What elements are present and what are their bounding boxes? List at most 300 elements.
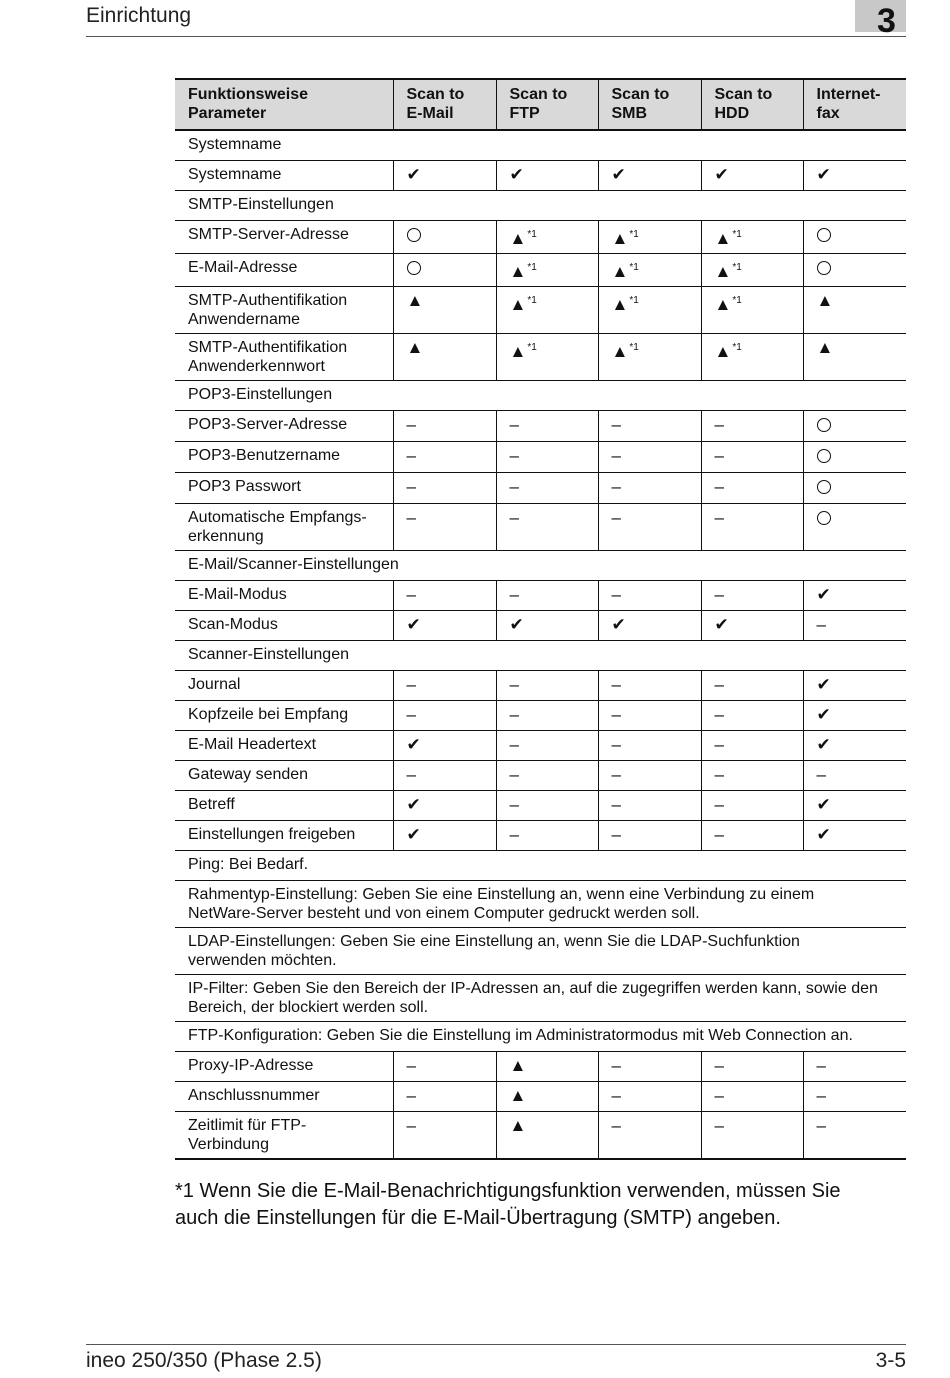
support-cell xyxy=(701,761,803,791)
parameter-label-line: Systemname xyxy=(188,166,282,183)
support-cell xyxy=(598,287,701,334)
dash-icon xyxy=(510,675,519,694)
support-cell xyxy=(803,611,906,641)
parameter-label-line: Anwenderkennwort xyxy=(188,358,325,375)
footnote-line: *1 Wenn Sie die E-Mail-Benachrichtigungsfunktion verwenden, müssen Sie xyxy=(175,1180,841,1202)
parameter-label xyxy=(175,287,393,334)
checkmark-icon xyxy=(612,615,626,634)
page-header-title: Einrichtung xyxy=(86,4,192,27)
triangle-icon xyxy=(510,1116,527,1135)
support-cell xyxy=(598,821,701,851)
dash-icon xyxy=(715,1056,724,1075)
parameter-label xyxy=(175,671,393,701)
table-row xyxy=(175,442,906,473)
parameter-label xyxy=(175,334,393,381)
section-label-text: SMTP-Einstellungen xyxy=(188,196,334,213)
column-header-line: SMB xyxy=(611,105,648,122)
footnote-reference: *1 xyxy=(527,342,537,353)
dash-icon xyxy=(407,1086,416,1105)
parameter-label xyxy=(175,1052,393,1082)
footnote-reference: *1 xyxy=(527,229,537,240)
support-cell xyxy=(393,1112,496,1160)
parameter-label-line: E-Mail-Adresse xyxy=(188,259,298,276)
support-cell xyxy=(393,442,496,473)
footnote-reference: *1 xyxy=(629,262,639,273)
dash-icon xyxy=(817,765,826,784)
checkmark-icon xyxy=(715,165,729,184)
note-text xyxy=(175,881,906,928)
support-cell xyxy=(701,504,803,551)
note-line: Rahmentyp-Einstellung: Geben Sie eine Einstellung an, wenn eine Verbindung zu einem xyxy=(188,886,815,903)
table-row xyxy=(175,161,906,191)
triangle-glyph: ▲ xyxy=(714,262,732,281)
dash-glyph: – xyxy=(406,415,416,434)
column-header-scan-to-hdd xyxy=(701,79,803,130)
triangle-icon xyxy=(612,342,639,361)
parameter-label xyxy=(175,701,393,731)
footnote-reference: *1 xyxy=(629,295,639,306)
triangle-glyph: ▲ xyxy=(714,229,732,248)
dash-icon xyxy=(612,477,621,496)
triangle-glyph: ▲ xyxy=(509,229,527,248)
dash-glyph: – xyxy=(611,765,621,784)
table-row xyxy=(175,731,906,761)
dash-glyph: – xyxy=(714,1086,724,1105)
footnote-reference: *1 xyxy=(732,262,742,273)
triangle-glyph: ▲ xyxy=(816,338,834,357)
support-cell xyxy=(496,161,598,191)
support-cell xyxy=(598,161,701,191)
triangle-icon xyxy=(407,291,424,310)
checkmark-glyph: ✔ xyxy=(406,795,421,814)
triangle-icon xyxy=(817,291,834,310)
dash-icon xyxy=(612,735,621,754)
support-cell xyxy=(701,411,803,442)
triangle-glyph: ▲ xyxy=(406,338,424,357)
parameter-label-line: Betreff xyxy=(188,796,235,813)
triangle-glyph: ▲ xyxy=(509,342,527,361)
table-row xyxy=(175,504,906,551)
checkmark-glyph: ✔ xyxy=(816,165,831,184)
support-cell xyxy=(496,442,598,473)
note-row xyxy=(175,1022,906,1052)
checkmark-glyph: ✔ xyxy=(406,615,421,634)
support-cell xyxy=(496,581,598,611)
support-cell xyxy=(803,411,906,442)
triangle-icon xyxy=(715,229,742,248)
support-cell xyxy=(803,791,906,821)
support-cell xyxy=(496,761,598,791)
triangle-icon xyxy=(715,342,742,361)
footnote-reference: *1 xyxy=(732,295,742,306)
dash-icon xyxy=(510,705,519,724)
dash-icon xyxy=(715,446,724,465)
parameter-label-line: Anschlussnummer xyxy=(188,1087,320,1104)
dash-glyph: – xyxy=(611,705,621,724)
triangle-icon xyxy=(817,338,834,357)
support-cell xyxy=(598,1052,701,1082)
table-row xyxy=(175,411,906,442)
dash-glyph: – xyxy=(611,415,621,434)
checkmark-icon xyxy=(407,165,421,184)
checkmark-glyph: ✔ xyxy=(816,735,831,754)
footnote xyxy=(175,1178,915,1232)
circle-icon xyxy=(407,260,421,279)
dash-icon xyxy=(715,477,724,496)
checkmark-glyph: ✔ xyxy=(816,825,831,844)
header-divider xyxy=(86,36,906,37)
checkmark-icon xyxy=(817,735,831,754)
support-cell xyxy=(393,731,496,761)
section-label-text: Scanner-Einstellungen xyxy=(188,646,349,663)
support-cell xyxy=(701,221,803,254)
column-header-line: Parameter xyxy=(188,105,267,122)
dash-icon xyxy=(612,1056,621,1075)
checkmark-icon xyxy=(612,165,626,184)
dash-glyph: – xyxy=(714,765,724,784)
triangle-icon xyxy=(407,338,424,357)
table-row xyxy=(175,1052,906,1082)
dash-icon xyxy=(612,765,621,784)
triangle-icon xyxy=(510,1056,527,1075)
checkmark-glyph: ✔ xyxy=(406,165,421,184)
footnote-reference: *1 xyxy=(527,295,537,306)
support-cell xyxy=(393,1052,496,1082)
dash-icon xyxy=(612,585,621,604)
dash-glyph: – xyxy=(406,765,416,784)
dash-icon xyxy=(510,735,519,754)
support-cell xyxy=(803,761,906,791)
dash-icon xyxy=(612,675,621,694)
section-label xyxy=(175,551,906,581)
triangle-icon xyxy=(510,295,537,314)
checkmark-icon xyxy=(715,615,729,634)
support-cell xyxy=(701,821,803,851)
checkmark-icon xyxy=(817,825,831,844)
support-cell xyxy=(803,473,906,504)
dash-glyph: – xyxy=(714,795,724,814)
support-cell xyxy=(393,334,496,381)
dash-icon xyxy=(510,765,519,784)
circle-icon xyxy=(407,227,421,246)
support-cell xyxy=(393,161,496,191)
table-row xyxy=(175,581,906,611)
dash-glyph: – xyxy=(611,825,621,844)
support-cell xyxy=(496,334,598,381)
dash-icon xyxy=(715,1116,724,1135)
support-cell xyxy=(803,1112,906,1160)
triangle-glyph: ▲ xyxy=(406,291,424,310)
dash-glyph: – xyxy=(611,1086,621,1105)
parameter-label-line: Zeitlimit für FTP- xyxy=(188,1117,307,1134)
support-cell xyxy=(701,161,803,191)
support-cell xyxy=(598,254,701,287)
support-cell xyxy=(803,1052,906,1082)
support-cell xyxy=(701,1052,803,1082)
dash-glyph: – xyxy=(406,1116,416,1135)
section-label-text: E-Mail/Scanner-Einstellungen xyxy=(188,556,399,573)
dash-icon xyxy=(407,415,416,434)
checkmark-glyph: ✔ xyxy=(509,165,524,184)
table-row xyxy=(175,821,906,851)
support-cell xyxy=(803,161,906,191)
parameter-label xyxy=(175,1082,393,1112)
section-label-text: Systemname xyxy=(188,136,282,153)
dash-glyph: – xyxy=(406,477,416,496)
dash-icon xyxy=(715,415,724,434)
section-label xyxy=(175,191,906,221)
dash-icon xyxy=(817,1056,826,1075)
dash-icon xyxy=(510,477,519,496)
column-header-line: HDD xyxy=(714,105,750,122)
support-cell xyxy=(701,791,803,821)
dash-glyph: – xyxy=(509,705,519,724)
checkmark-icon xyxy=(407,825,421,844)
dash-icon xyxy=(715,795,724,814)
support-cell xyxy=(496,821,598,851)
triangle-glyph: ▲ xyxy=(816,291,834,310)
circle-icon xyxy=(817,449,831,463)
checkmark-glyph: ✔ xyxy=(816,795,831,814)
parameter-label xyxy=(175,473,393,504)
dash-glyph: – xyxy=(509,675,519,694)
checkmark-icon xyxy=(510,165,524,184)
checkmark-icon xyxy=(407,795,421,814)
section-row xyxy=(175,191,906,221)
dash-glyph: – xyxy=(611,508,621,527)
support-cell xyxy=(496,791,598,821)
dash-icon xyxy=(407,585,416,604)
chapter-number: 3 xyxy=(877,2,896,40)
circle-icon xyxy=(817,480,831,494)
checkmark-icon xyxy=(817,795,831,814)
support-cell xyxy=(393,791,496,821)
column-header-line: Scan to xyxy=(611,86,670,103)
checkmark-icon xyxy=(407,615,421,634)
table-row xyxy=(175,671,906,701)
support-cell xyxy=(496,701,598,731)
checkmark-icon xyxy=(407,735,421,754)
note-text xyxy=(175,928,906,975)
table-row xyxy=(175,1112,906,1160)
triangle-icon xyxy=(510,229,537,248)
dash-glyph: – xyxy=(816,615,826,634)
note-line: LDAP-Einstellungen: Geben Sie eine Einstellung an, wenn Sie die LDAP-Suchfunktion xyxy=(188,933,800,950)
dash-icon xyxy=(715,508,724,527)
parameter-label-line: POP3 Passwort xyxy=(188,478,301,495)
note-line: NetWare-Server besteht und von einem Computer gedruckt werden soll. xyxy=(188,905,700,922)
support-cell xyxy=(701,1112,803,1160)
support-cell xyxy=(701,254,803,287)
support-cell xyxy=(598,1112,701,1160)
parameter-label xyxy=(175,221,393,254)
column-header-line: E-Mail xyxy=(406,105,454,122)
note-row xyxy=(175,851,906,881)
parameter-label xyxy=(175,761,393,791)
checkmark-glyph: ✔ xyxy=(611,165,626,184)
column-header-line: Scan to xyxy=(509,86,568,103)
note-line: IP-Filter: Geben Sie den Bereich der IP-Adressen an, auf die zugegriffen werden kann, sowie den xyxy=(188,980,878,997)
triangle-glyph: ▲ xyxy=(509,1086,527,1105)
parameter-label-line: E-Mail-Modus xyxy=(188,586,287,603)
footnote-line: auch die Einstellungen für die E-Mail-Übertragung (SMTP) angeben. xyxy=(175,1207,781,1229)
triangle-glyph: ▲ xyxy=(509,1056,527,1075)
parameter-label xyxy=(175,254,393,287)
parameter-label xyxy=(175,504,393,551)
support-cell xyxy=(598,701,701,731)
footnote-reference: *1 xyxy=(732,229,742,240)
parameter-label xyxy=(175,581,393,611)
support-cell xyxy=(496,221,598,254)
dash-glyph: – xyxy=(611,446,621,465)
checkmark-icon xyxy=(817,165,831,184)
dash-glyph: – xyxy=(406,1056,416,1075)
dash-glyph: – xyxy=(611,675,621,694)
parameter-label xyxy=(175,791,393,821)
parameter-label-line: POP3-Benutzername xyxy=(188,447,341,464)
circle-icon xyxy=(817,228,831,242)
support-cell xyxy=(393,221,496,254)
dash-glyph: – xyxy=(509,508,519,527)
parameter-label-line: Anwendername xyxy=(188,311,301,328)
footer-page-number: 3-5 xyxy=(875,1349,906,1372)
dash-glyph: – xyxy=(611,735,621,754)
dash-glyph: – xyxy=(714,825,724,844)
dash-glyph: – xyxy=(816,1116,826,1135)
dash-glyph: – xyxy=(406,705,416,724)
support-cell xyxy=(598,221,701,254)
table-row xyxy=(175,701,906,731)
table-row xyxy=(175,473,906,504)
support-cell xyxy=(803,701,906,731)
parameter-label-line: Proxy-IP-Adresse xyxy=(188,1057,314,1074)
support-cell xyxy=(701,442,803,473)
support-cell xyxy=(701,581,803,611)
support-cell xyxy=(598,442,701,473)
dash-glyph: – xyxy=(714,1116,724,1135)
circle-icon xyxy=(817,448,831,467)
triangle-glyph: ▲ xyxy=(714,295,732,314)
support-cell xyxy=(701,701,803,731)
circle-icon xyxy=(407,228,421,242)
dash-icon xyxy=(510,585,519,604)
dash-icon xyxy=(407,675,416,694)
dash-icon xyxy=(612,705,621,724)
checkmark-icon xyxy=(817,585,831,604)
support-cell xyxy=(393,287,496,334)
support-cell xyxy=(496,1082,598,1112)
section-row xyxy=(175,641,906,671)
section-row xyxy=(175,551,906,581)
triangle-icon xyxy=(715,262,742,281)
support-cell xyxy=(598,581,701,611)
note-row xyxy=(175,928,906,975)
column-header-line: fax xyxy=(816,105,840,122)
settings-table xyxy=(175,78,906,1160)
section-row xyxy=(175,130,906,161)
parameter-label xyxy=(175,411,393,442)
support-cell xyxy=(803,334,906,381)
support-cell xyxy=(393,611,496,641)
footer-divider xyxy=(86,1344,906,1345)
dash-icon xyxy=(817,615,826,634)
dash-glyph: – xyxy=(509,415,519,434)
checkmark-icon xyxy=(817,675,831,694)
support-cell xyxy=(393,581,496,611)
parameter-label-line: SMTP-Authentifikation xyxy=(188,339,348,356)
dash-glyph: – xyxy=(406,1086,416,1105)
dash-glyph: – xyxy=(611,477,621,496)
support-cell xyxy=(701,1082,803,1112)
parameter-label-line: SMTP-Authentifikation xyxy=(188,292,348,309)
parameter-label xyxy=(175,731,393,761)
dash-glyph: – xyxy=(816,765,826,784)
table-row xyxy=(175,334,906,381)
parameter-label-line: POP3-Server-Adresse xyxy=(188,416,348,433)
dash-icon xyxy=(407,1116,416,1135)
triangle-icon xyxy=(510,342,537,361)
support-cell xyxy=(701,611,803,641)
section-label xyxy=(175,130,906,161)
support-cell xyxy=(803,671,906,701)
dash-icon xyxy=(715,1086,724,1105)
support-cell xyxy=(803,287,906,334)
support-cell xyxy=(803,731,906,761)
parameter-label-line: erkennung xyxy=(188,528,264,545)
dash-icon xyxy=(612,508,621,527)
dash-icon xyxy=(817,1116,826,1135)
note-line: FTP-Konfiguration: Geben Sie die Einstellung im Administratormodus mit Web Connection an. xyxy=(188,1027,853,1044)
support-cell xyxy=(701,287,803,334)
footnote-reference: *1 xyxy=(732,342,742,353)
dash-glyph: – xyxy=(509,446,519,465)
dash-icon xyxy=(612,1086,621,1105)
support-cell xyxy=(598,334,701,381)
support-cell xyxy=(496,1052,598,1082)
support-cell xyxy=(496,287,598,334)
triangle-icon xyxy=(510,262,537,281)
dash-icon xyxy=(407,446,416,465)
support-cell xyxy=(803,254,906,287)
dash-glyph: – xyxy=(611,795,621,814)
dash-icon xyxy=(510,508,519,527)
column-header-line: FTP xyxy=(509,105,540,122)
dash-icon xyxy=(510,825,519,844)
support-cell xyxy=(803,504,906,551)
note-line: Bereich, der blockiert werden soll. xyxy=(188,999,429,1016)
circle-icon xyxy=(817,479,831,498)
parameter-label-line: Kopfzeile bei Empfang xyxy=(188,706,349,723)
column-header-parameter xyxy=(175,79,393,130)
support-cell xyxy=(803,821,906,851)
checkmark-glyph: ✔ xyxy=(611,615,626,634)
dash-icon xyxy=(715,825,724,844)
dash-icon xyxy=(612,825,621,844)
support-cell xyxy=(598,1082,701,1112)
parameter-label-line: E-Mail Headertext xyxy=(188,736,317,753)
parameter-label xyxy=(175,161,393,191)
section-label-text: POP3-Einstellungen xyxy=(188,386,333,403)
table-row xyxy=(175,287,906,334)
support-cell xyxy=(393,821,496,851)
support-cell xyxy=(496,671,598,701)
dash-icon xyxy=(817,1086,826,1105)
dash-icon xyxy=(510,795,519,814)
note-text xyxy=(175,975,906,1022)
dash-glyph: – xyxy=(714,415,724,434)
checkmark-glyph: ✔ xyxy=(816,675,831,694)
triangle-glyph: ▲ xyxy=(611,295,629,314)
